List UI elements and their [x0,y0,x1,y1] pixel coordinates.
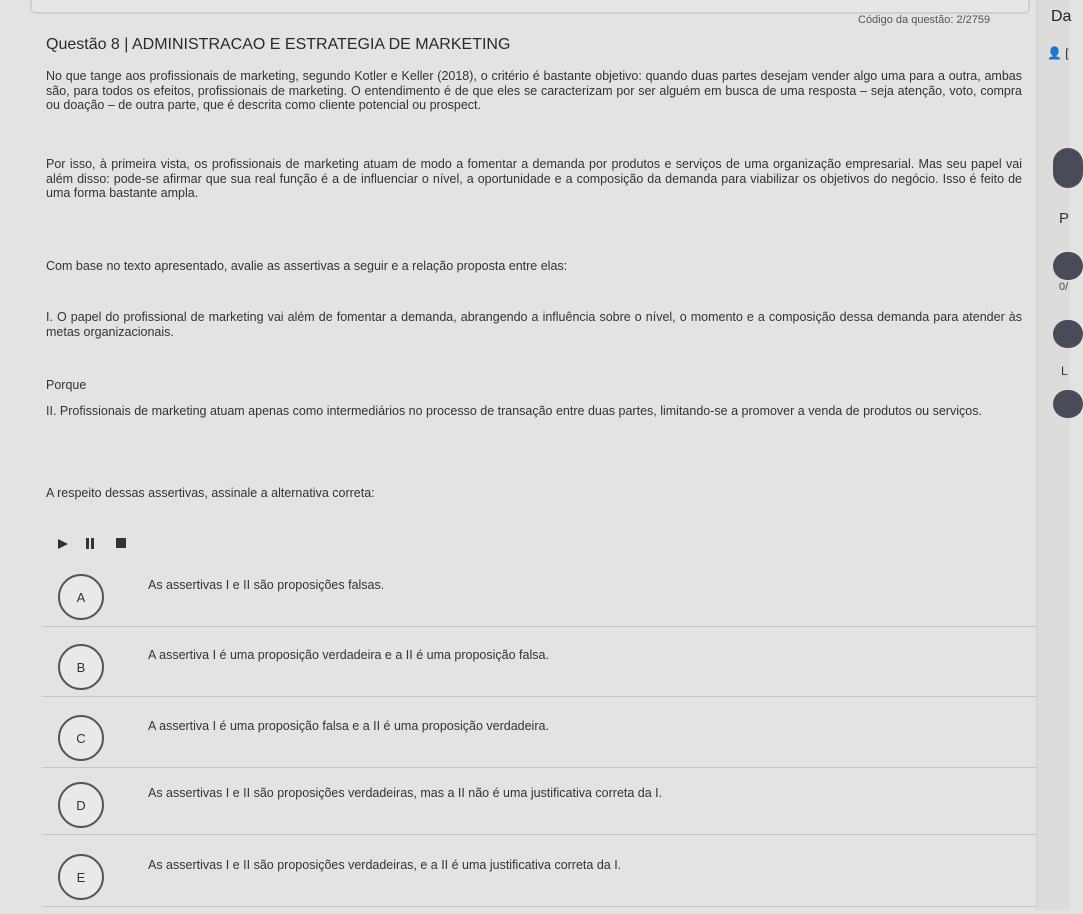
pause-icon[interactable] [86,538,89,549]
option-e-letter[interactable]: E [58,854,104,900]
side-panel-counter: 0/ [1059,281,1069,293]
side-panel [1036,0,1070,910]
user-icon: 👤 [ [1047,46,1069,60]
assertion-connector: Porque [46,378,87,392]
option-a-text[interactable]: As assertivas I e II são proposições falsas. [148,578,385,592]
assertion-2: II. Profissionais de marketing atuam apenas como intermediários no processo de transação entre duas partes, limitando-se a promover a venda de produtos ou serviços. [46,404,982,418]
option-divider [42,696,1038,697]
question-prompt: Com base no texto apresentado, avalie as assertivas a seguir e a relação proposta entre elas: [46,259,568,273]
option-e-text[interactable]: As assertivas I e II são proposições verdadeiras, e a II é uma justificativa correta da I. [148,858,622,872]
side-panel-letter: L [1061,364,1068,378]
option-d[interactable] [42,782,1040,842]
side-button-2[interactable] [1053,252,1083,280]
option-d-text[interactable]: As assertivas I e II são proposições verdadeiras, mas a II não é uma justificativa correta da I. [148,786,663,800]
side-button-1[interactable] [1053,148,1083,188]
option-d-letter[interactable]: D [58,782,104,828]
side-panel-header: Da [1051,8,1072,25]
option-divider [42,906,1038,907]
option-c[interactable] [42,715,1040,775]
option-b-text[interactable]: A assertiva I é uma proposição verdadeira e a II é uma proposição falsa. [148,648,549,662]
play-icon[interactable] [58,539,68,549]
option-a-letter[interactable]: A [58,574,104,620]
side-button-3[interactable] [1053,320,1083,348]
option-b-letter[interactable]: B [58,644,104,690]
option-e[interactable] [42,854,1040,914]
question-code: Código da questão: 2/2759 [858,14,991,26]
audio-controls [58,537,148,551]
question-panel [30,12,1034,910]
question-paragraph-2: Por isso, à primeira vista, os profissionais de marketing atuam de modo a fomentar a demanda por produtos e serviços de uma organização empresarial. Mas seu papel vai além disso: pode-se afirmar que sua real função é a de influenciar o nível, a oportunidade e a composição da demanda para viabilizar os objetivos do negócio. Isso é feito de uma forma bastante ampla. [46,157,1022,200]
option-c-text[interactable]: A assertiva I é uma proposição falsa e a II é uma proposição verdadeira. [148,719,549,733]
side-button-4[interactable] [1053,390,1083,418]
option-b[interactable] [42,644,1040,704]
option-divider [42,834,1038,835]
option-divider [42,626,1038,627]
option-a[interactable] [42,574,1040,634]
side-panel-label: P [1059,210,1070,227]
option-divider [42,767,1038,768]
question-instruction: A respeito dessas assertivas, assinale a alternativa correta: [46,486,375,500]
option-c-letter[interactable]: C [58,715,104,761]
stop-icon[interactable] [116,538,126,548]
assertion-1: I. O papel do profissional de marketing vai além de fomentar a demanda, abrangendo a influência sobre o nível, o momento e a composição dessa demanda para atender às metas organizacionais. [46,310,1022,339]
question-paragraph-1: No que tange aos profissionais de marketing, segundo Kotler e Keller (2018), o critério é bastante objetivo: quando duas partes desejam vender algo uma para a outra, ambas são, para todos os efeitos, profissionais de marketing. O entendimento é de que eles se caracterizam por ser alguém em busca de uma resposta – seja atenção, voto, compra ou doação – de outra parte, que é descrita como cliente potencial ou prospect. [46,69,1022,112]
question-title: Questão 8 | ADMINISTRACAO E ESTRATEGIA DE MARKETING [46,36,511,53]
